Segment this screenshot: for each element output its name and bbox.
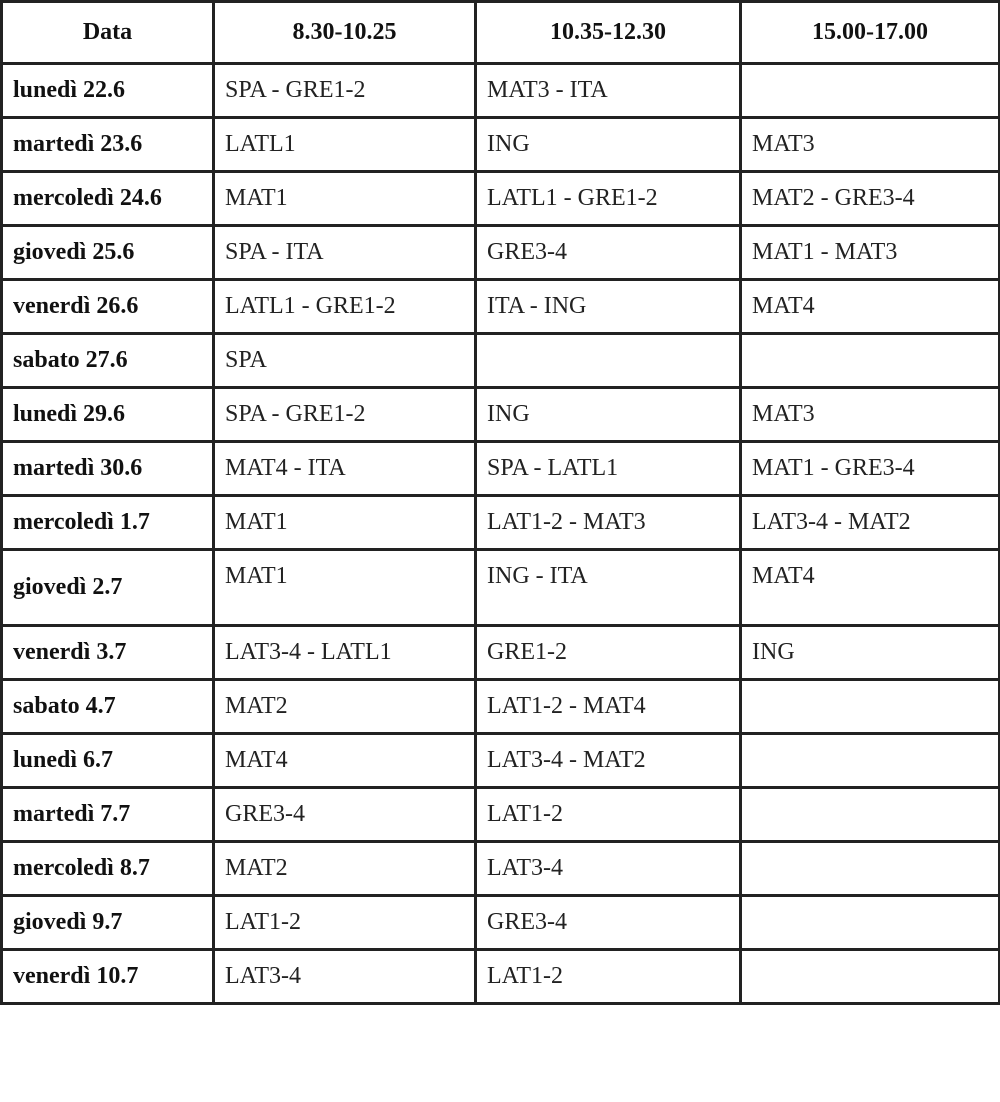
slot-afternoon: MAT3 — [741, 118, 1000, 172]
row-date: lunedì 6.7 — [2, 734, 214, 788]
slot-morning-2: GRE1-2 — [476, 626, 741, 680]
slot-afternoon — [741, 896, 1000, 950]
header-row — [2, 2, 1000, 64]
slot-afternoon: LAT3-4 - MAT2 — [741, 496, 1000, 550]
table-row — [2, 64, 1000, 118]
slot-morning-1: MAT2 — [214, 680, 476, 734]
slot-afternoon: MAT3 — [741, 388, 1000, 442]
table-row — [2, 626, 1000, 680]
slot-afternoon — [741, 734, 1000, 788]
slot-morning-2: ING — [476, 118, 741, 172]
slot-morning-2: LAT1-2 — [476, 788, 741, 842]
table-row — [2, 680, 1000, 734]
row-date: venerdì 26.6 — [2, 280, 214, 334]
row-date: sabato 4.7 — [2, 680, 214, 734]
slot-morning-2: LAT1-2 — [476, 950, 741, 1004]
slot-morning-1: SPA - ITA — [214, 226, 476, 280]
slot-morning-2: LAT3-4 - MAT2 — [476, 734, 741, 788]
slot-morning-1: GRE3-4 — [214, 788, 476, 842]
row-date: mercoledì 8.7 — [2, 842, 214, 896]
row-date: giovedì 2.7 — [2, 550, 214, 626]
slot-morning-1: MAT4 — [214, 734, 476, 788]
row-date: venerdì 3.7 — [2, 626, 214, 680]
slot-morning-1: LATL1 — [214, 118, 476, 172]
slot-afternoon — [741, 842, 1000, 896]
slot-morning-1: MAT4 - ITA — [214, 442, 476, 496]
slot-morning-1: MAT1 — [214, 496, 476, 550]
header-date: Data — [2, 2, 214, 64]
slot-morning-2: LAT1-2 - MAT4 — [476, 680, 741, 734]
table-row — [2, 226, 1000, 280]
table-row — [2, 388, 1000, 442]
slot-morning-1: LAT3-4 - LATL1 — [214, 626, 476, 680]
row-date: venerdì 10.7 — [2, 950, 214, 1004]
header-slot-morning-1: 8.30-10.25 — [214, 2, 476, 64]
row-date: giovedì 9.7 — [2, 896, 214, 950]
slot-afternoon — [741, 680, 1000, 734]
header-slot-afternoon: 15.00-17.00 — [741, 2, 1000, 64]
row-date: martedì 30.6 — [2, 442, 214, 496]
row-date: mercoledì 24.6 — [2, 172, 214, 226]
slot-afternoon: ING — [741, 626, 1000, 680]
table-row — [2, 550, 1000, 626]
slot-afternoon: MAT1 - MAT3 — [741, 226, 1000, 280]
table-row — [2, 442, 1000, 496]
slot-afternoon: MAT4 — [741, 280, 1000, 334]
table-row — [2, 334, 1000, 388]
table-header — [2, 2, 1000, 64]
row-date: giovedì 25.6 — [2, 226, 214, 280]
table-row — [2, 118, 1000, 172]
row-date: lunedì 22.6 — [2, 64, 214, 118]
slot-morning-1: MAT2 — [214, 842, 476, 896]
slot-morning-2: LATL1 - GRE1-2 — [476, 172, 741, 226]
slot-afternoon — [741, 334, 1000, 388]
table-row — [2, 788, 1000, 842]
slot-morning-1: LAT3-4 — [214, 950, 476, 1004]
row-date: martedì 23.6 — [2, 118, 214, 172]
row-date: mercoledì 1.7 — [2, 496, 214, 550]
table-row — [2, 172, 1000, 226]
slot-morning-1: MAT1 — [214, 172, 476, 226]
slot-afternoon: MAT4 — [741, 550, 1000, 626]
slot-morning-1: SPA - GRE1-2 — [214, 388, 476, 442]
table-body — [2, 64, 1000, 1004]
row-date: sabato 27.6 — [2, 334, 214, 388]
slot-afternoon — [741, 950, 1000, 1004]
slot-morning-1: LATL1 - GRE1-2 — [214, 280, 476, 334]
slot-morning-2: LAT3-4 — [476, 842, 741, 896]
row-date: lunedì 29.6 — [2, 388, 214, 442]
table-row — [2, 496, 1000, 550]
table-row — [2, 280, 1000, 334]
slot-morning-1: SPA — [214, 334, 476, 388]
slot-afternoon — [741, 64, 1000, 118]
slot-morning-2: MAT3 - ITA — [476, 64, 741, 118]
row-date: martedì 7.7 — [2, 788, 214, 842]
table-row — [2, 734, 1000, 788]
slot-morning-1: SPA - GRE1-2 — [214, 64, 476, 118]
table-row — [2, 842, 1000, 896]
slot-morning-2 — [476, 334, 741, 388]
table-row — [2, 896, 1000, 950]
slot-morning-2: ING — [476, 388, 741, 442]
slot-morning-2: SPA - LATL1 — [476, 442, 741, 496]
slot-morning-2: ING - ITA — [476, 550, 741, 626]
header-slot-morning-2: 10.35-12.30 — [476, 2, 741, 64]
slot-morning-2: GRE3-4 — [476, 896, 741, 950]
slot-morning-2: GRE3-4 — [476, 226, 741, 280]
slot-morning-1: MAT1 — [214, 550, 476, 626]
slot-afternoon — [741, 788, 1000, 842]
table-row — [2, 950, 1000, 1004]
slot-afternoon: MAT2 - GRE3-4 — [741, 172, 1000, 226]
slot-morning-1: LAT1-2 — [214, 896, 476, 950]
slot-morning-2: LAT1-2 - MAT3 — [476, 496, 741, 550]
slot-afternoon: MAT1 - GRE3-4 — [741, 442, 1000, 496]
slot-morning-2: ITA - ING — [476, 280, 741, 334]
